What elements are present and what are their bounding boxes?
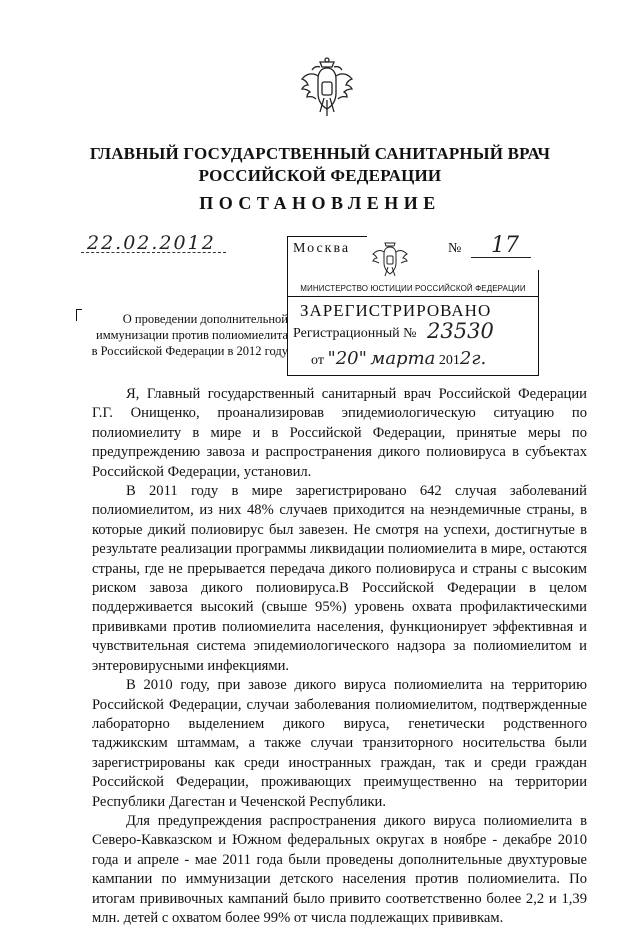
body-paragraph: Я, Главный государственный санитарный врач Российской Федерации Г.Г. Онищенко, проанализировав эпидемиологическую ситуацию по полиомиелиту в мире и в Российской Федерации, принятые меры по предупреждению завоза и распространения дикого полиовируса в субъектах Российской Федерации, установил. bbox=[92, 386, 587, 480]
place-label: Москва bbox=[293, 241, 351, 256]
subject-line2: иммунизации против полиомиелита bbox=[96, 328, 288, 342]
body-paragraph: Для предупреждения распространения дикого вируса полиомиелита в Северо-Кавказском и Южном федеральных округах в ноябре - декабре 2010 года и апреле - мае 2011 года были проведены дополнительные двухтуровые кампании по иммунизации детского населения против полиомиелита. По итогам прививочных кампаний было привито соответственно более 2,2 и 1,39 млн. детей с охватом более 99% от числа подлежащих прививкам. bbox=[92, 812, 587, 926]
decree-body bbox=[92, 385, 587, 928]
subject-line1: О проведении дополнительной bbox=[122, 312, 288, 326]
stamp-date-month: марта bbox=[370, 348, 436, 369]
stamp-divider bbox=[287, 296, 539, 297]
decree-title: ПОСТАНОВЛЕНИЕ bbox=[199, 193, 441, 213]
stamp-border-right bbox=[538, 270, 539, 376]
body-paragraph: В 2011 году в мире зарегистрировано 642 случая заболеваний полиомиелитом, из них 48% случаев приходится на неэндемичные страны, в которые дикий полиовирус был завезен. Не смотря на успехи, достигнутые в результате реализации программы ликвидации полиомиелита в мире, остаются страны, где не прерывается передача дикого полиовируса и страны с высоким риском завоза дикого полиовируса.В Российской Федерации в целом поддерживается высокий (свыше 95%) уровень охвата профилактическими прививками против полиомиелита населения, функционирует эффективная и чувствительная система эпидемиологического надзора за полиомиелитом и энтеровирусными инфекциями. bbox=[92, 483, 587, 674]
stamp-date-year: 201 bbox=[438, 353, 460, 368]
place-number-row bbox=[293, 233, 533, 261]
stamp-date-year-hand: 2г. bbox=[459, 348, 487, 369]
stamp-emblem-icon bbox=[370, 239, 410, 281]
stamp-date-day: "20" bbox=[327, 348, 367, 369]
stamp-ministry: МИНИСТЕРСТВО ЮСТИЦИИ РОССИЙСКОЙ ФЕДЕРАЦИИ bbox=[300, 284, 526, 293]
decree-date: 22.02.2012 bbox=[87, 232, 216, 254]
stamp-reg-date bbox=[311, 348, 486, 369]
stamp-date-prefix: от bbox=[311, 353, 324, 368]
body-paragraph: В 2010 году, при завозе дикого вируса полиомиелита на территорию Российской Федерации, случаи заболевания полиомиелитом, подтвержденные лабораторно выделением дикого вируса, генетически родственного таджикским штаммам, а также случаи транзиторного носительства были зарегистрированы как среди иностранных граждан, так и среди граждан Российской Федерации, проживающих преимущественно на территории Республики Дагестан и Чеченской Республики. bbox=[92, 677, 587, 810]
stamp-reg-label: Регистрационный № bbox=[293, 326, 417, 341]
stamp-registered: ЗАРЕГИСТРИРОВАНО bbox=[300, 301, 492, 320]
issuer-title-line2: РОССИЙСКОЙ ФЕДЕРАЦИИ bbox=[198, 166, 442, 185]
decree-subject bbox=[78, 311, 288, 359]
stamp-border-top bbox=[287, 236, 367, 237]
issuer-title-line1: ГЛАВНЫЙ ГОСУДАРСТВЕННЫЙ САНИТАРНЫЙ ВРАЧ bbox=[89, 144, 551, 163]
decree-number: 17 bbox=[491, 233, 519, 258]
subject-line3: в Российской Федерации в 2012 году bbox=[91, 344, 288, 358]
stamp-reg-number: 23530 bbox=[427, 319, 494, 343]
number-label: № bbox=[448, 241, 462, 256]
emblem-icon bbox=[298, 56, 356, 120]
stamp-border-bottom bbox=[287, 375, 539, 376]
issuer-title bbox=[0, 143, 640, 187]
